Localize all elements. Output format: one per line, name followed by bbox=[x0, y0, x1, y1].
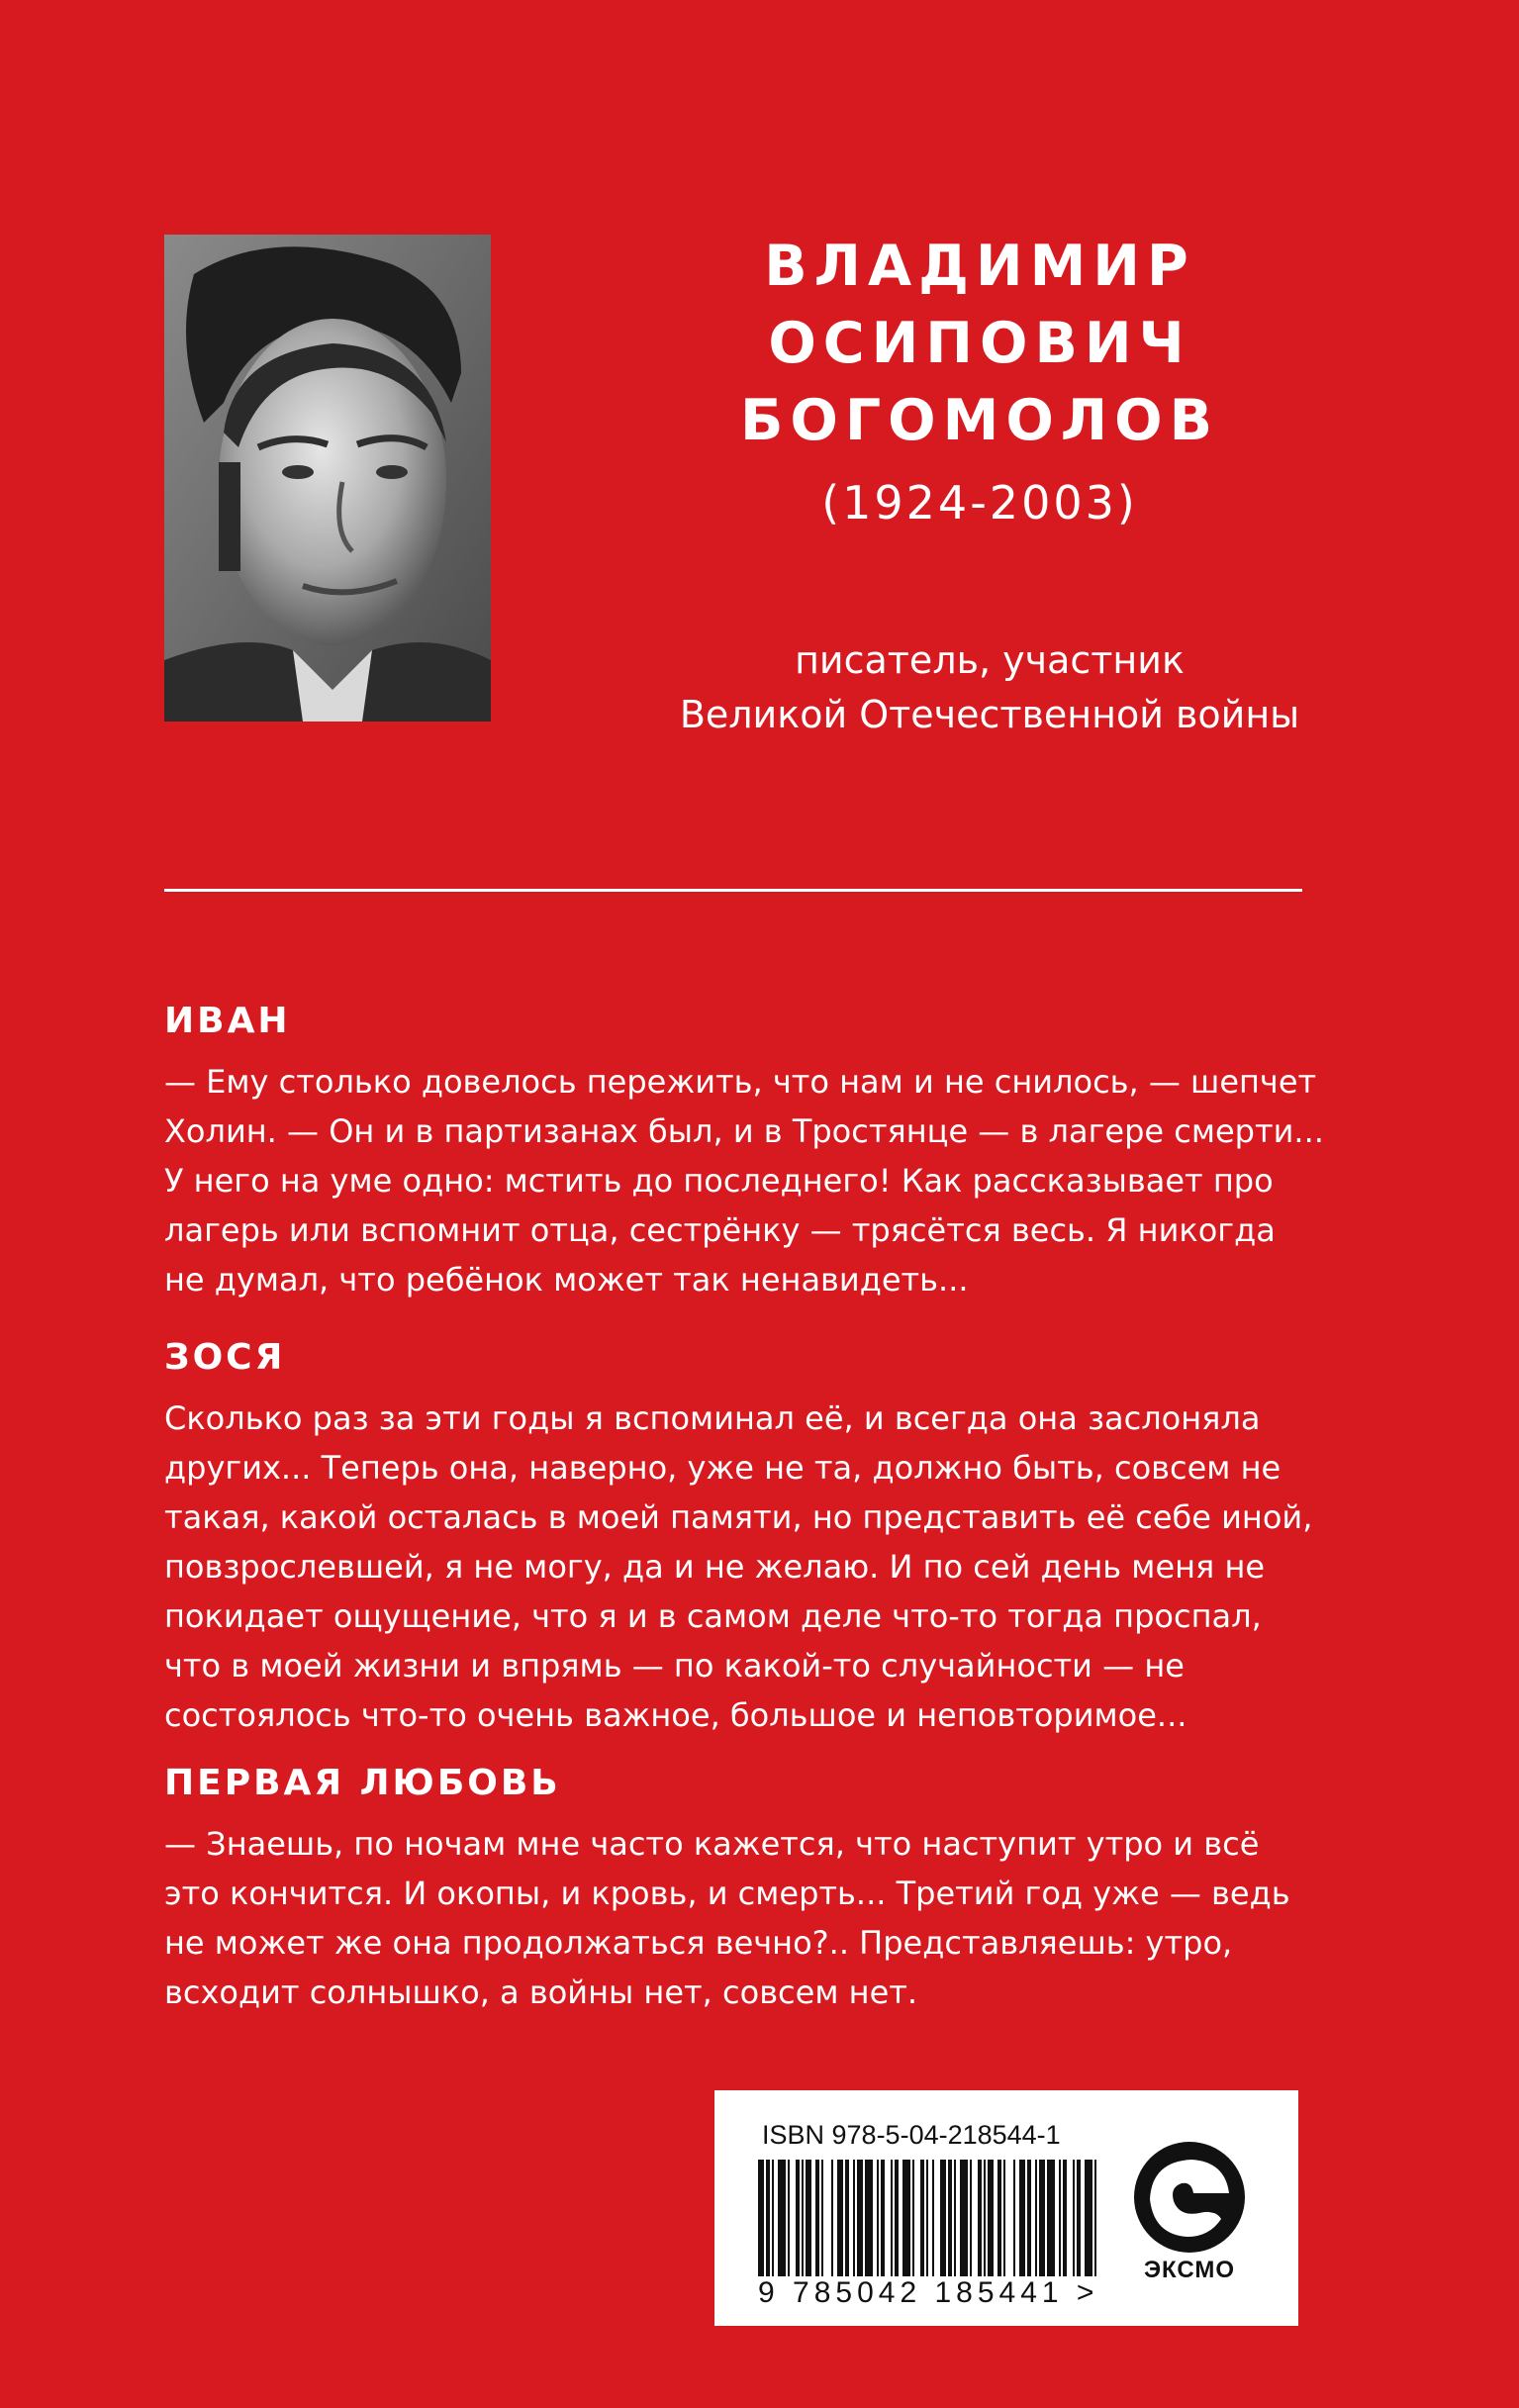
section-text: Сколько раз за эти годы я вспоминал её, и всегда она заслоняла других... Теперь она, наверно, уже не та, должно быть, совсем не такая, какой осталась в моей памяти, но представить её себе иной, повзрослевшей, я не могу, да и не желаю. И по сей день меня не покидает ощущение, что я и в самом деле что-то тогда проспал, что в моей жизни и впрямь — по какой-то случайности — не состоялось что-то очень важное, большое и неповторимое... bbox=[164, 1399, 1313, 1734]
isbn-label: ISBN 978-5-04-218544-1 bbox=[762, 2120, 1061, 2150]
divider bbox=[164, 889, 1302, 892]
author-block bbox=[554, 228, 1405, 532]
eksmo-logo-icon bbox=[1130, 2138, 1249, 2257]
author-name-line-2: ОСИПОВИЧ bbox=[768, 311, 1191, 376]
author-photo bbox=[164, 235, 491, 722]
author-name-line-1: ВЛАДИМИР bbox=[764, 234, 1195, 299]
author-description-line-1: писатель, участник bbox=[795, 638, 1185, 682]
author-description-line-2: Великой Отечественной войны bbox=[679, 693, 1300, 736]
author-portrait-image bbox=[164, 235, 491, 722]
barcode-digits: 9 785042 185441 > bbox=[758, 2276, 1099, 2309]
section-text: — Знаешь, по ночам мне часто кажется, что наступит утро и всё это кончится. И окопы, и кровь, и смерть... Третий год уже — ведь не может же она продолжаться вечно?.. Представляешь: утро, всходит солнышко, а войны нет, совсем нет. bbox=[164, 1825, 1290, 2011]
section-text: — Ему столько довелось пережить, что нам и не снилось, — шепчет Холин. — Он и в партизанах был, и в Тростянце — в лагере смерти... У него на уме одно: мстить до последнего! Как рассказывает про лагерь или вспомнит отца, сестрёнку — трясётся весь. Я никогда не думал, что ребёнок может так ненавидеть... bbox=[164, 1063, 1324, 1299]
author-description bbox=[495, 633, 1484, 742]
barcode-icon bbox=[758, 2160, 1099, 2276]
section-title: ИВАН bbox=[164, 1001, 291, 1041]
barcode-box bbox=[714, 2090, 1298, 2326]
section-ivan bbox=[164, 998, 1332, 1304]
section-title: ПЕРВАЯ ЛЮБОВЬ bbox=[164, 1763, 561, 1803]
author-years: (1924-2003) bbox=[821, 476, 1138, 530]
author-name-line-3: БОГОМОЛОВ bbox=[739, 388, 1220, 453]
publisher-name: ЭКСМО bbox=[1143, 2257, 1236, 2283]
section-zosya bbox=[164, 1334, 1332, 1740]
section-first-love bbox=[164, 1760, 1332, 2017]
section-title: ЗОСЯ bbox=[164, 1337, 286, 1378]
